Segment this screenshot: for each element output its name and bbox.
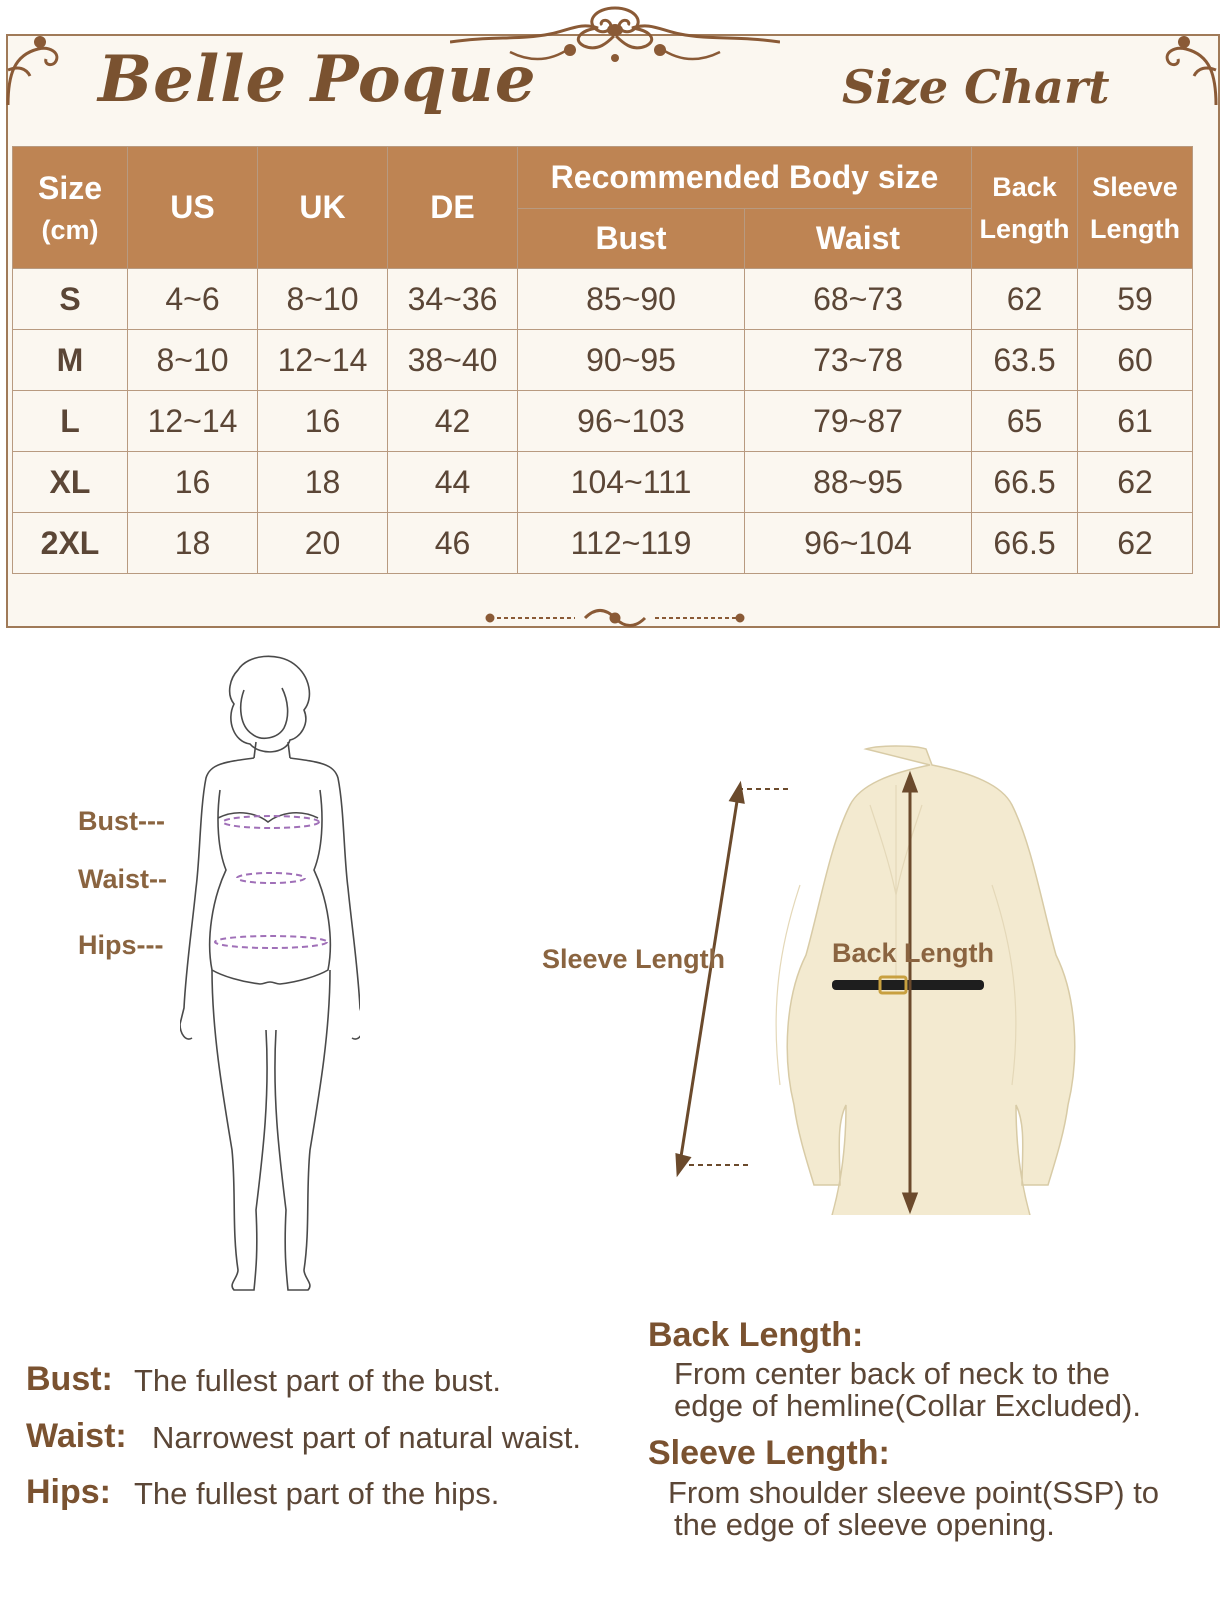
- table-cell: 12~14: [128, 391, 258, 452]
- header-us: US: [128, 147, 258, 269]
- corner-ornament-icon: [0, 30, 70, 110]
- table-row: [13, 452, 1193, 513]
- size-table: [12, 146, 1193, 574]
- table-cell: S: [13, 269, 128, 330]
- table-cell: 65: [972, 391, 1078, 452]
- table-cell: 85~90: [518, 269, 745, 330]
- sweater-garment-icon: [670, 745, 1110, 1215]
- table-row: [13, 269, 1193, 330]
- table-cell: 34~36: [388, 269, 518, 330]
- back-length-definition-line1: From center back of neck to the: [674, 1356, 1110, 1391]
- table-cell: 96~104: [745, 513, 972, 574]
- table-cell: 61: [1078, 391, 1193, 452]
- header-bust: Bust: [518, 209, 745, 269]
- chart-title: Size Chart: [842, 60, 1110, 114]
- body-figure-icon: [180, 650, 360, 1300]
- header-waist: Waist: [745, 209, 972, 269]
- header-uk: UK: [258, 147, 388, 269]
- table-cell: 62: [972, 269, 1078, 330]
- sleeve-length-definition-line1: From shoulder sleeve point(SSP) to: [668, 1475, 1160, 1510]
- table-cell: 62: [1078, 452, 1193, 513]
- table-cell: 60: [1078, 330, 1193, 391]
- corner-ornament-icon: [1150, 30, 1225, 110]
- table-cell: 44: [388, 452, 518, 513]
- table-cell: 79~87: [745, 391, 972, 452]
- table-cell: 66.5: [972, 513, 1078, 574]
- table-cell: 18: [128, 513, 258, 574]
- sleeve-length-label: Sleeve Length: [542, 944, 726, 974]
- table-cell: 12~14: [258, 330, 388, 391]
- bust-term: Bust:: [26, 1360, 113, 1398]
- table-cell: 18: [258, 452, 388, 513]
- table-row: [13, 391, 1193, 452]
- table-cell: 63.5: [972, 330, 1078, 391]
- table-cell: 16: [128, 452, 258, 513]
- table-cell: 68~73: [745, 269, 972, 330]
- header-sleeve-length: Sleeve Length: [1078, 147, 1193, 269]
- table-cell: 38~40: [388, 330, 518, 391]
- sleeve-length-term: Sleeve Length:: [648, 1434, 890, 1472]
- table-cell: 73~78: [745, 330, 972, 391]
- table-cell: 4~6: [128, 269, 258, 330]
- table-row: [13, 513, 1193, 574]
- table-cell: 90~95: [518, 330, 745, 391]
- table-cell: 20: [258, 513, 388, 574]
- back-length-label: Back Length: [832, 938, 995, 968]
- hips-term: Hips:: [26, 1473, 111, 1511]
- bust-label: Bust---: [78, 806, 165, 836]
- sleeve-length-definition-line2: the edge of sleeve opening.: [674, 1507, 1055, 1542]
- table-cell: 2XL: [13, 513, 128, 574]
- table-cell: L: [13, 391, 128, 452]
- table-cell: 62: [1078, 513, 1193, 574]
- header-size: Size (cm): [13, 147, 128, 269]
- waist-label: Waist--: [78, 864, 167, 894]
- back-length-definition-line2: edge of hemline(Collar Excluded).: [674, 1388, 1141, 1423]
- divider-ornament-icon: [480, 606, 750, 636]
- header-recommended-body-size: Recommended Body size: [518, 147, 972, 209]
- table-cell: M: [13, 330, 128, 391]
- table-cell: 88~95: [745, 452, 972, 513]
- table-cell: 66.5: [972, 452, 1078, 513]
- table-cell: 104~111: [518, 452, 745, 513]
- table-cell: 8~10: [128, 330, 258, 391]
- waist-definition: Narrowest part of natural waist.: [152, 1420, 582, 1455]
- table-cell: XL: [13, 452, 128, 513]
- table-cell: 112~119: [518, 513, 745, 574]
- brand-logo: Belle Poque: [98, 42, 537, 117]
- table-cell: 42: [388, 391, 518, 452]
- hips-label: Hips---: [78, 930, 164, 960]
- back-length-term: Back Length:: [648, 1316, 864, 1354]
- header-back-length: Back Length: [972, 147, 1078, 269]
- waist-term: Waist:: [26, 1417, 127, 1455]
- hips-definition: The fullest part of the hips.: [134, 1476, 500, 1511]
- table-cell: 46: [388, 513, 518, 574]
- table-row: [13, 330, 1193, 391]
- table-cell: 8~10: [258, 269, 388, 330]
- table-cell: 96~103: [518, 391, 745, 452]
- table-cell: 16: [258, 391, 388, 452]
- bust-definition: The fullest part of the bust.: [134, 1363, 502, 1398]
- header-de: DE: [388, 147, 518, 269]
- table-cell: 59: [1078, 269, 1193, 330]
